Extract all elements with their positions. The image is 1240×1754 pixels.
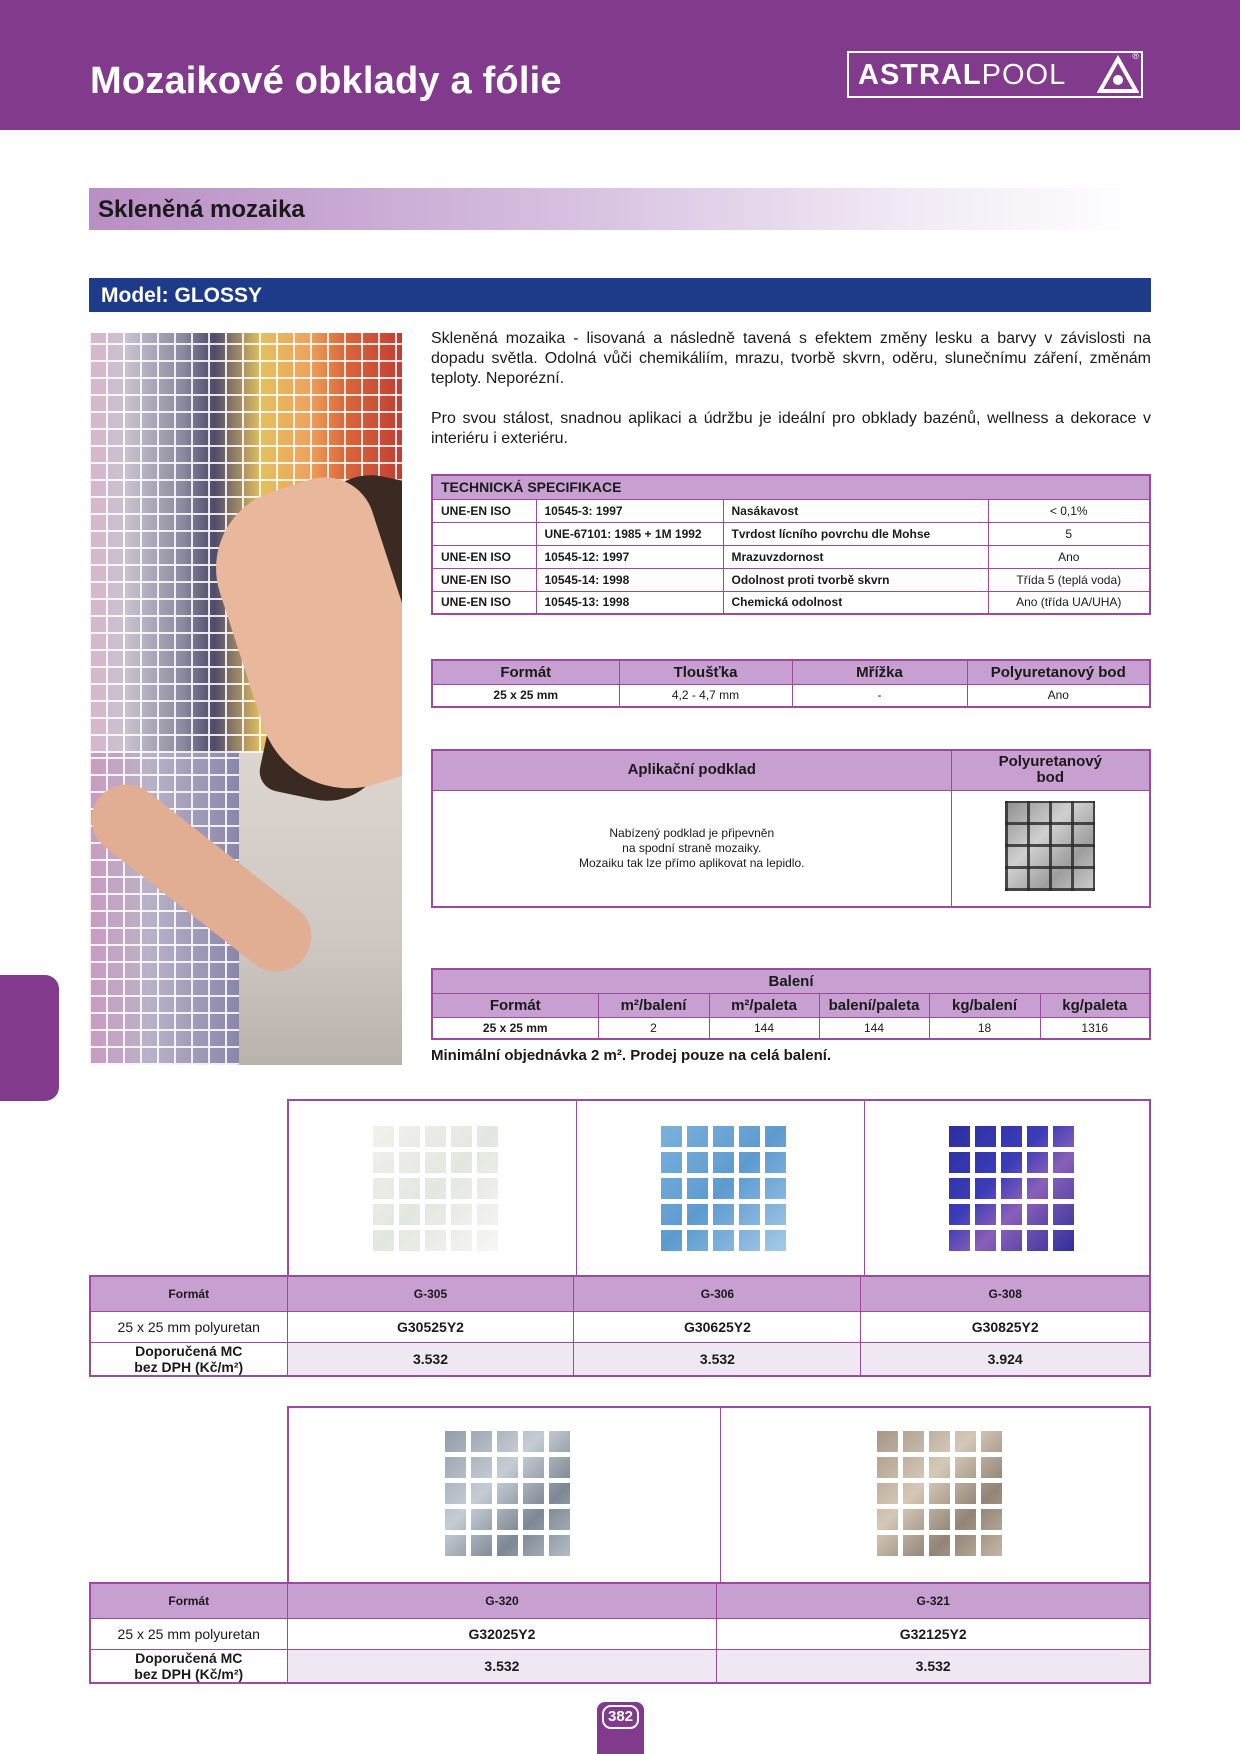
table-row: Doporučená MC bez DPH (Kč/m²) 3.532 3.532 — [90, 1649, 1150, 1683]
application-description: Nabízený podklad je připevněn na spodní straně mozaiky. Mozaiku tak lze přímo aplikovat na lepidlo. — [432, 790, 951, 907]
page-number: 382 — [602, 1705, 639, 1729]
table-row: 25 x 25 mm 2 144 144 18 1316 — [432, 1017, 1150, 1039]
logo-wordmark: ASTRALPOOL — [858, 59, 1067, 91]
application-table — [431, 749, 1151, 908]
intro-paragraph-1: Skleněná mozaika - lisovaná a následně tavená s efektem změny lesku a barvy v závislosti na dopadu světla. Odolná vůči chemikáliím, mrazu, tvorbě skvrn, oděru, slunečnímu záření, změnám teploty. Neporézní. — [431, 330, 1151, 387]
table-row: 25 x 25 mm polyuretan G32025Y2 G32125Y2 — [90, 1618, 1150, 1649]
packaging-title: Balení — [432, 969, 1150, 993]
page-title: Mozaikové obklady a fólie — [90, 60, 562, 102]
logo-triangle-icon — [1097, 55, 1139, 95]
table-row: 25 x 25 mm 4,2 - 4,7 mm - Ano — [432, 684, 1150, 707]
model-title: Model: GLOSSY — [101, 284, 263, 307]
table-row: UNE-EN ISO 10545-13: 1998 Chemická odolnost Ano (třída UA/UHA) — [432, 591, 1150, 614]
swatch-g321 — [872, 1431, 1002, 1561]
packaging-table: Balení Formát m²/balení m²/paleta balení/paleta kg/balení kg/paleta 25 x 25 mm 2 144 144 18 1316 — [431, 968, 1151, 1040]
astralpool-logo — [847, 51, 1143, 98]
swatch-grid-2 — [287, 1406, 1151, 1583]
registered-mark: ® — [1132, 51, 1139, 61]
table-row: UNE-EN ISO 10545-14: 1998 Odolnost proti tvorbě skvrn Třída 5 (teplá voda) — [432, 568, 1150, 591]
product-table-2: Formát G-320 G-321 25 x 25 mm polyuretan G32025Y2 G32125Y2 Doporučená MC bez DPH (Kč/m²) 3.532 3.532 — [89, 1582, 1151, 1684]
polyurethane-header: Polyuretanový bod — [951, 750, 1150, 790]
polyurethane-dot-image — [951, 790, 1150, 907]
section-title: Skleněná mozaika — [98, 196, 305, 223]
page-header — [0, 0, 1240, 130]
table-row: UNE-67101: 1985 + 1M 1992 Tvrdost lícního povrchu dle Mohse 5 — [432, 522, 1150, 545]
table-row: 25 x 25 mm polyuretan G30525Y2 G30625Y2 G30825Y2 — [90, 1311, 1150, 1342]
intro-paragraph-2: Pro svou stálost, snadnou aplikaci a údržbu je ideální pro obklady bazénů, wellness a dekorace v interiéru i exteriéru. — [431, 410, 1151, 447]
swatch-g308 — [944, 1126, 1074, 1256]
section-bar — [89, 188, 1139, 230]
technical-spec-table — [431, 474, 1151, 615]
model-bar — [89, 278, 1151, 312]
woman-in-bath-photo — [89, 333, 402, 1065]
table-row: Doporučená MC bez DPH (Kč/m²) 3.532 3.532 3.924 — [90, 1342, 1150, 1376]
table-row: UNE-EN ISO 10545-12: 1997 Mrazuvzdornost Ano — [432, 545, 1150, 568]
format-table: Formát Tloušťka Mřížka Polyuretanový bod 25 x 25 mm 4,2 - 4,7 mm - Ano — [431, 659, 1151, 708]
product-table-1: Formát G-305 G-306 G-308 25 x 25 mm polyuretan G30525Y2 G30625Y2 G30825Y2 Doporučená MC bez DPH (Kč/m²) 3.532 3.532 3.924 — [89, 1275, 1151, 1377]
swatch-grid-1 — [287, 1099, 1151, 1276]
application-header: Aplikační podklad — [432, 750, 951, 790]
swatch-g306 — [656, 1126, 786, 1256]
swatch-g320 — [440, 1431, 570, 1561]
side-tab — [0, 975, 59, 1101]
minimum-order-note: Minimální objednávka 2 m². Prodej pouze na celá balení. — [431, 1047, 832, 1064]
table-row: UNE-EN ISO 10545-3: 1997 Nasákavost < 0,1% — [432, 499, 1150, 522]
tech-spec-title: TECHNICKÁ SPECIFIKACE — [432, 475, 1150, 499]
swatch-g305 — [368, 1126, 498, 1256]
